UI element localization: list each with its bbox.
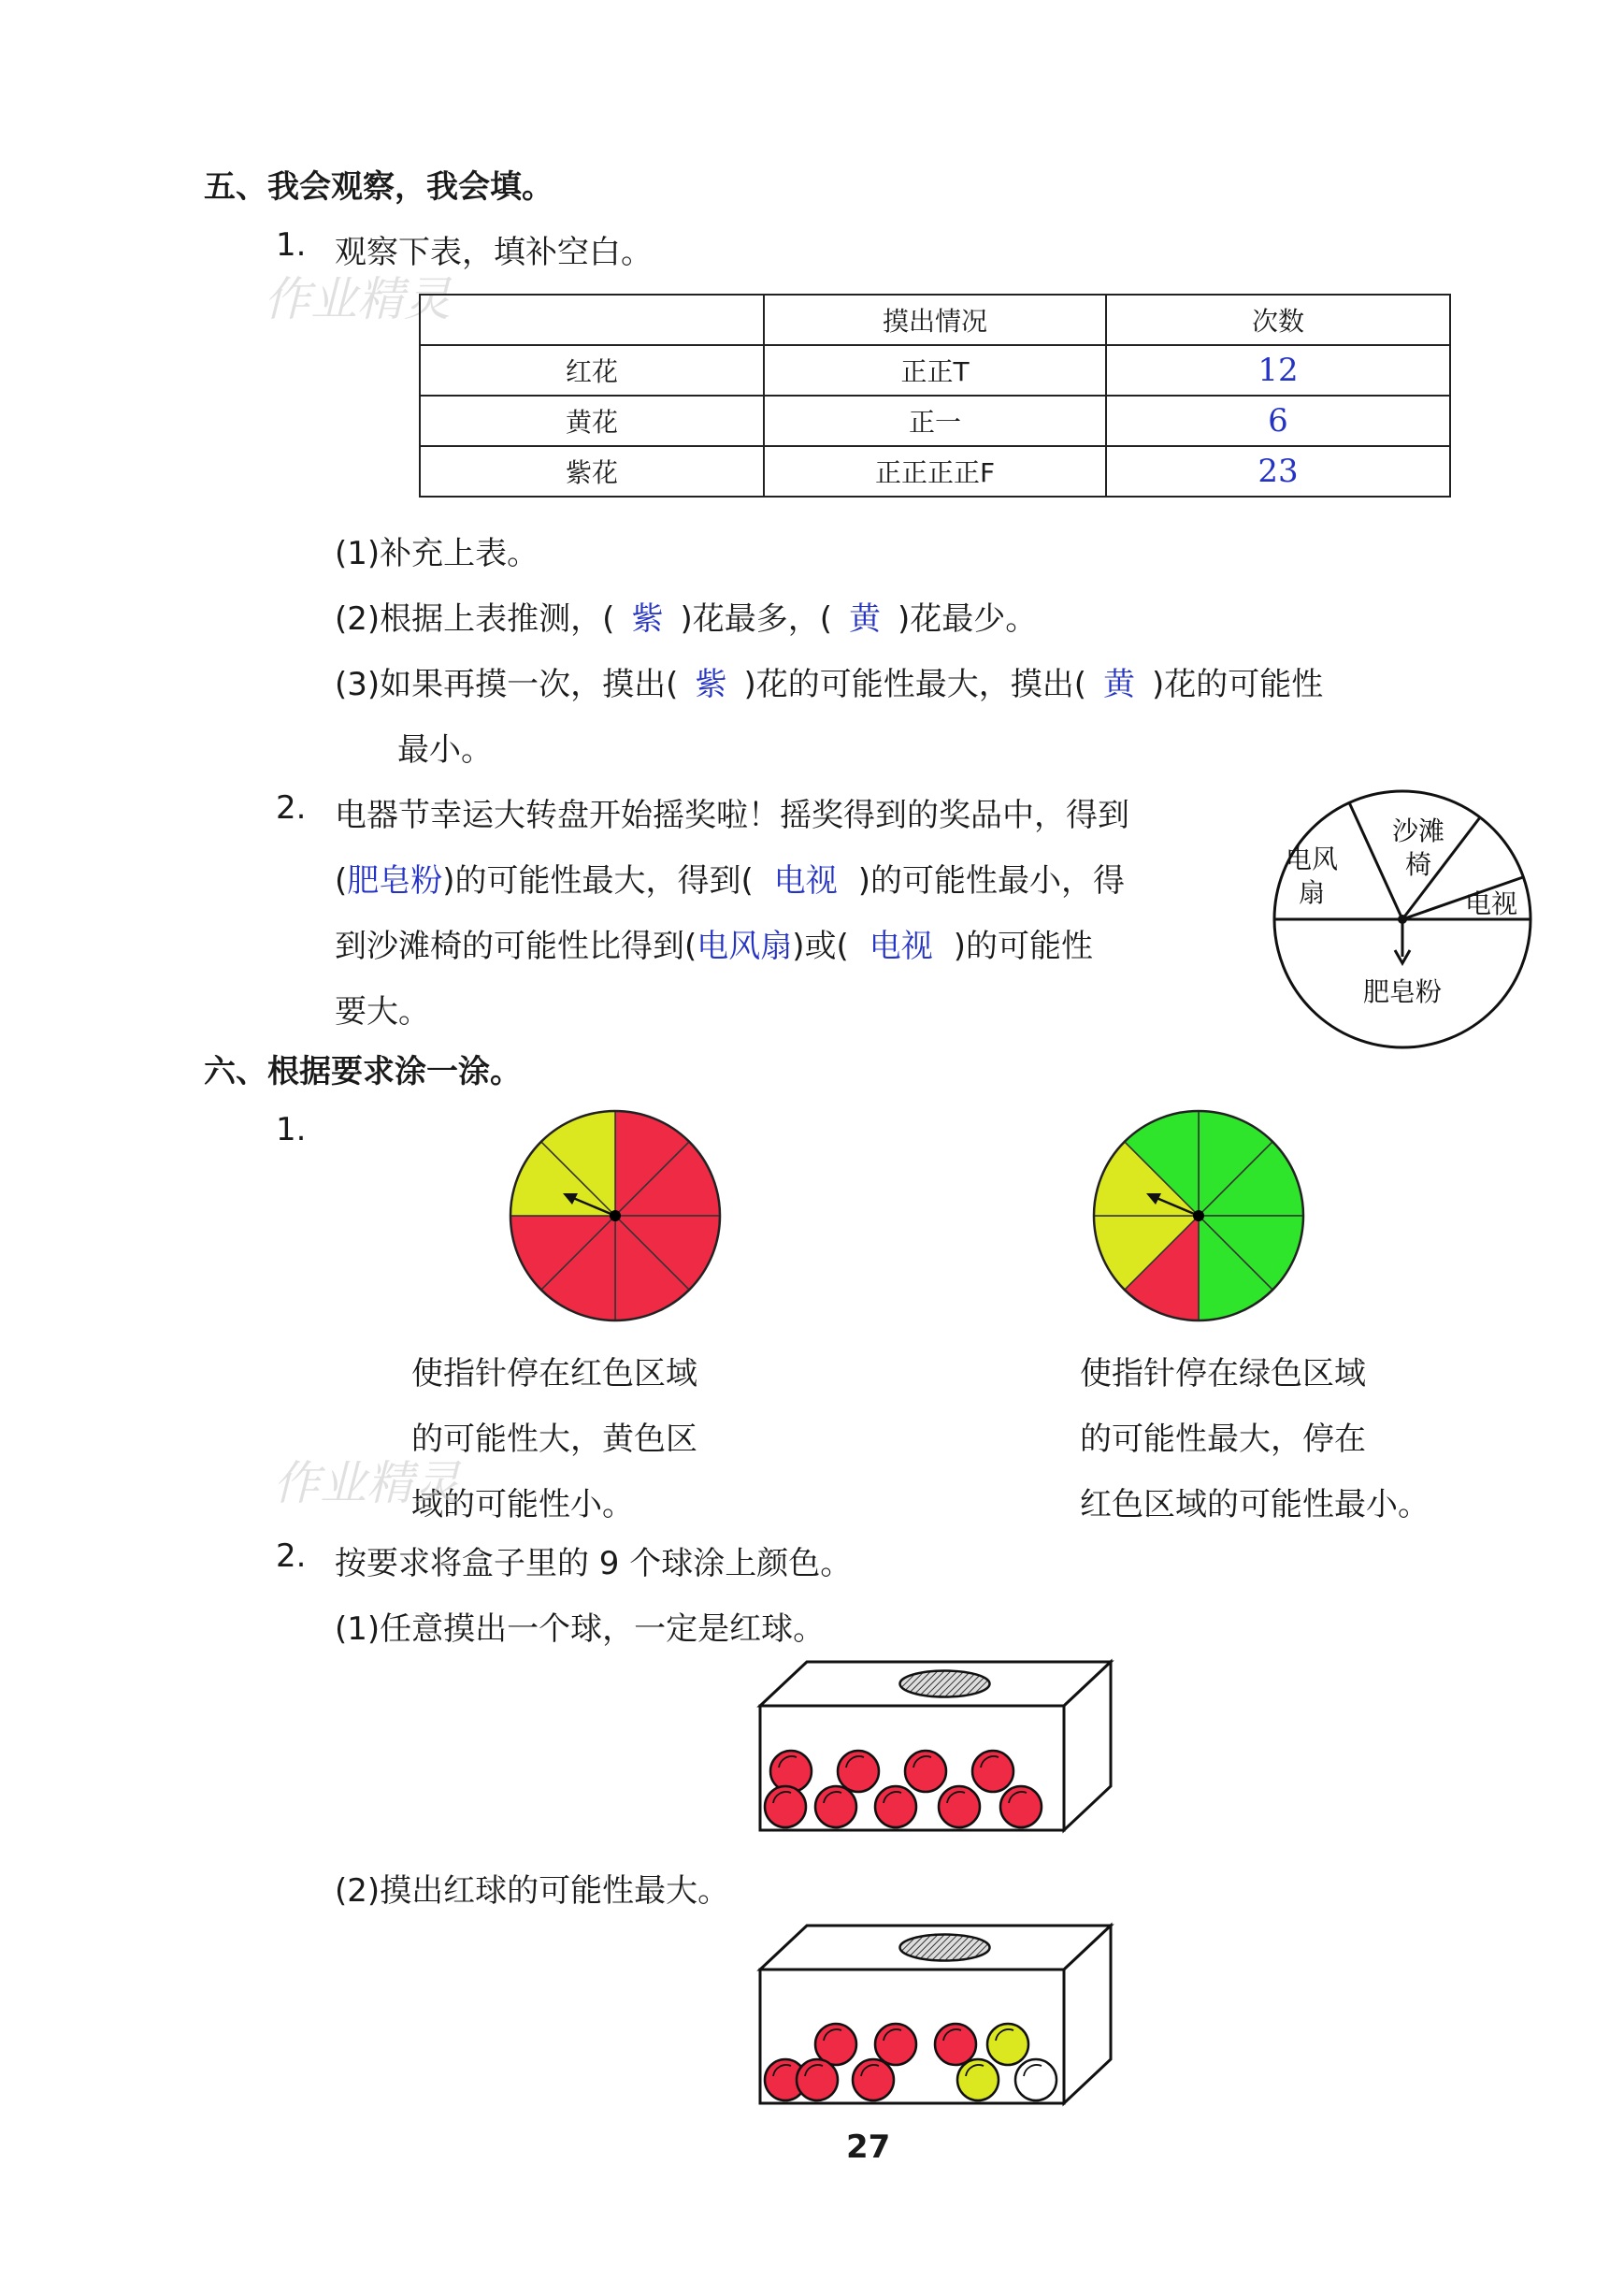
question-line	[335, 920, 1093, 966]
prize-wheel	[1267, 784, 1538, 1055]
table-row	[420, 396, 1450, 446]
spinner-center	[610, 1210, 621, 1221]
caption-line: 使指针停在红色区域	[411, 1355, 697, 1393]
watermark: 作业精灵	[264, 272, 451, 326]
text: )花最多，(	[680, 600, 832, 638]
question-number: 2.	[276, 789, 307, 827]
sub-question-2: (2)摸出红球的可能性最大。	[335, 1872, 730, 1910]
text: )的可能性最小，得	[857, 862, 1126, 900]
text: )花的可能性最大，摸出(	[743, 666, 1086, 703]
wheel-label-soap: 肥皂粉	[1362, 976, 1443, 1007]
text: )或(	[792, 928, 849, 965]
table-header-cell: 摸出情况	[764, 295, 1106, 345]
flower-cell: 紫花	[420, 446, 764, 497]
sub-question-3	[335, 658, 1323, 704]
right-caption	[1080, 1341, 1430, 1537]
table-row	[420, 446, 1450, 497]
wheel-label-tv: 电视	[1464, 888, 1518, 919]
answer-text: 紫	[695, 666, 727, 703]
wheel-label-chair: 沙滩	[1391, 815, 1445, 846]
answer-text: 紫	[631, 600, 664, 638]
caption-line: 使指针停在绿色区域	[1080, 1355, 1366, 1393]
count-cell: 23	[1106, 446, 1450, 497]
text: )花的可能性	[1151, 666, 1324, 703]
wheel-label-chair: 椅	[1404, 849, 1432, 880]
answer-text: 电视	[773, 862, 838, 900]
spinner-left	[505, 1105, 726, 1326]
answer-text: 黄	[1102, 666, 1135, 703]
caption-line: 红色区域的可能性最小。	[1080, 1486, 1430, 1523]
caption-line: 的可能性最大，停在	[1080, 1421, 1366, 1458]
tally-table	[419, 294, 1451, 498]
answer-text: 电视	[869, 928, 933, 965]
sub-question-1: (1)补充上表。	[335, 535, 539, 572]
text: (	[335, 862, 348, 900]
text: )的可能性最大，得到(	[442, 862, 754, 900]
page-number: 27	[846, 2128, 891, 2166]
wheel-label-fan: 扇	[1298, 877, 1326, 908]
table-row	[420, 345, 1450, 396]
sub-question-1: (1)任意摸出一个球，一定是红球。	[335, 1610, 826, 1648]
flower-cell: 红花	[420, 345, 764, 396]
spinner-right	[1088, 1105, 1309, 1326]
text: )的可能性	[953, 928, 1094, 965]
text: (2)根据上表推测，(	[335, 600, 615, 638]
table-header-cell: 次数	[1106, 295, 1450, 345]
ball-box-2	[757, 1923, 1113, 2106]
flower-cell: 黄花	[420, 396, 764, 446]
table-header-cell	[420, 295, 764, 345]
question-number: 1.	[276, 226, 307, 264]
box-opening	[900, 1935, 990, 1961]
count-cell: 12	[1106, 345, 1450, 396]
watermark: 作业精灵	[273, 1456, 460, 1510]
tally-cell: 正正正正F	[764, 446, 1106, 497]
question-line	[335, 855, 1125, 901]
question-number: 1.	[276, 1111, 307, 1148]
count-cell: 6	[1106, 396, 1450, 446]
tally-cell: 正正T	[764, 345, 1106, 396]
answer-text: 黄	[848, 600, 881, 638]
box-opening	[900, 1671, 990, 1697]
question-number: 2.	[276, 1537, 307, 1575]
text: )花最少。	[897, 600, 1038, 638]
text: 到沙滩椅的可能性比得到(	[335, 928, 697, 965]
caption-line: 域的可能性小。	[411, 1486, 634, 1523]
spinner-center	[1193, 1210, 1204, 1221]
ball-box-1	[757, 1659, 1113, 1833]
sub-question-3-cont: 最小。	[397, 731, 493, 769]
caption-line: 的可能性大，黄色区	[411, 1421, 697, 1458]
answer-text: 肥皂粉	[347, 862, 443, 900]
tally-cell: 正一	[764, 396, 1106, 446]
section-5-title: 五、我会观察，我会填。	[204, 168, 553, 206]
question-prompt: 按要求将盒子里的 9 个球涂上颜色。	[335, 1545, 853, 1582]
text: (3)如果再摸一次，摸出(	[335, 666, 679, 703]
question-line: 要大。	[335, 993, 430, 1031]
answer-text: 电风扇	[697, 928, 793, 965]
table-header-row	[420, 295, 1450, 345]
section-6-title: 六、根据要求涂一涂。	[204, 1053, 522, 1090]
question-prompt: 观察下表，填补空白。	[335, 234, 653, 271]
sub-question-2	[335, 593, 1037, 639]
question-line: 电器节幸运大转盘开始摇奖啦！摇奖得到的奖品中，得到	[335, 797, 1129, 834]
wheel-label-fan: 电风	[1285, 844, 1339, 874]
